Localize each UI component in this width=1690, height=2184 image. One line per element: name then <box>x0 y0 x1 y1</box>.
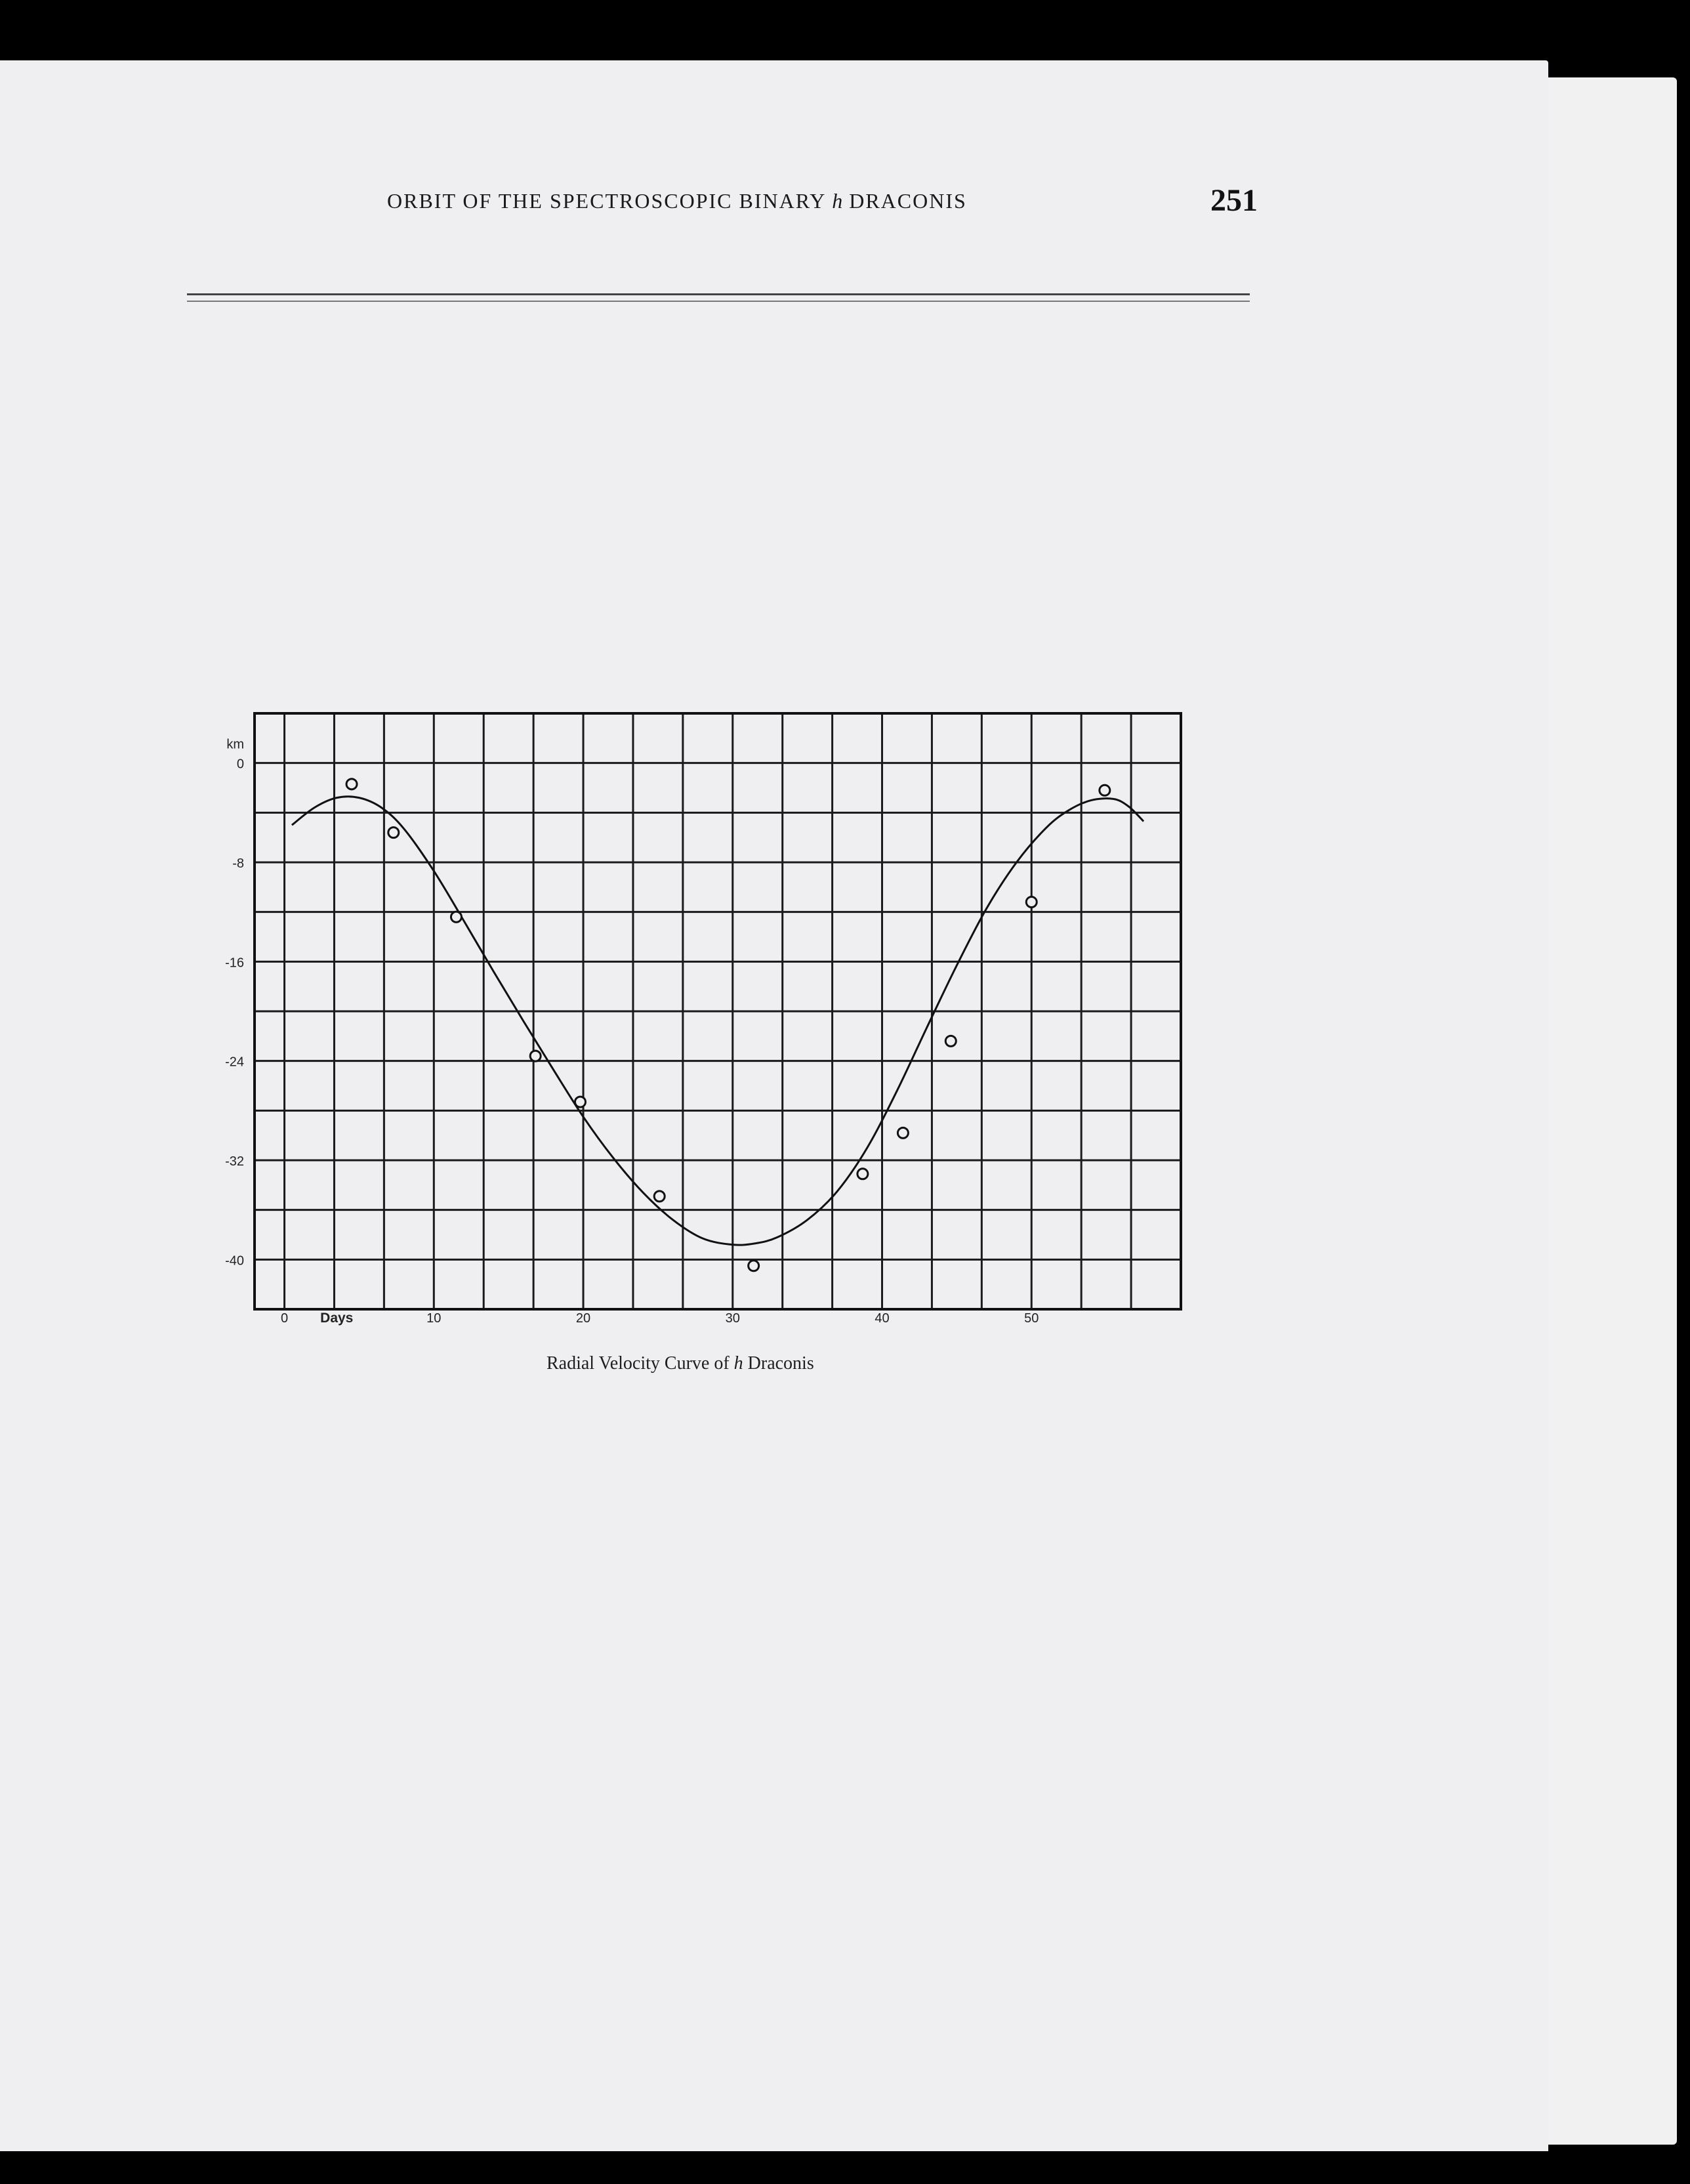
y-tick-label: -16 <box>225 956 244 971</box>
running-header-text: ORBIT OF THE SPECTROSCOPIC BINARY <box>387 189 826 213</box>
figure-caption <box>546 1353 814 1374</box>
y-axis-label: km <box>226 737 244 752</box>
running-header-text-end: DRACONIS <box>849 189 967 213</box>
observation-point <box>346 779 357 789</box>
observation-point <box>1026 897 1037 908</box>
x-axis-label: Days <box>320 1311 354 1326</box>
y-tick-label: 0 <box>236 757 244 772</box>
observation-point <box>749 1261 759 1271</box>
observation-point <box>857 1169 868 1179</box>
observation-point <box>575 1097 585 1107</box>
figure-caption-text-end: Draconis <box>747 1353 814 1374</box>
observation-point <box>945 1036 956 1046</box>
y-tick-label: -32 <box>225 1154 244 1169</box>
figure-caption-italic: h <box>733 1353 743 1374</box>
figure-caption-text: Radial Velocity Curve of <box>546 1353 730 1374</box>
x-tick-label: 0 <box>280 1311 289 1326</box>
x-tick-label: 50 <box>1024 1311 1039 1326</box>
observation-point <box>388 828 399 838</box>
velocity-curve <box>292 797 1144 1245</box>
page-number: 251 <box>1210 183 1258 218</box>
observation-point <box>897 1127 908 1138</box>
observation-point <box>451 912 461 922</box>
y-tick-label: -8 <box>232 856 244 871</box>
x-tick-label: 40 <box>875 1311 890 1326</box>
observation-point <box>530 1051 541 1061</box>
x-tick-label: 20 <box>575 1311 591 1326</box>
x-tick-label: 10 <box>426 1311 442 1326</box>
running-header-italic: h <box>832 189 843 213</box>
x-tick-label: 30 <box>725 1311 740 1326</box>
y-tick-label: -40 <box>225 1253 244 1269</box>
observation-point <box>1100 785 1110 795</box>
y-tick-label: -24 <box>225 1055 244 1070</box>
observation-point <box>654 1191 665 1202</box>
